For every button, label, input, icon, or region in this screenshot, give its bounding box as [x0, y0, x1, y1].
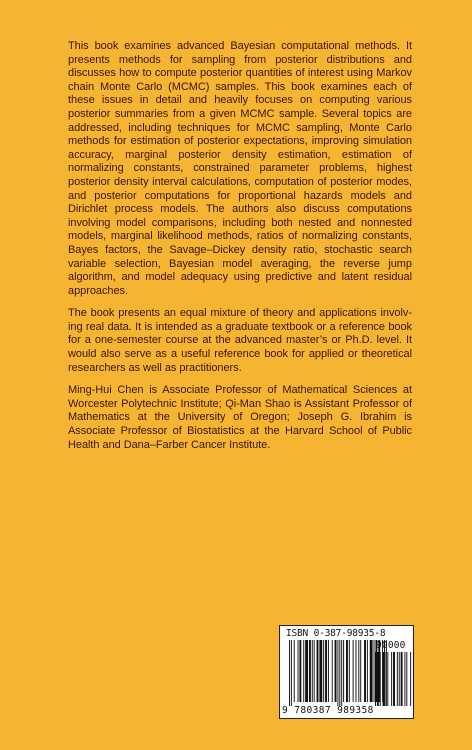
barcode-bar	[289, 640, 290, 706]
addon-bar	[380, 652, 381, 706]
addon-bar	[401, 652, 403, 706]
addon-bar	[404, 652, 405, 706]
barcode-bar	[303, 640, 304, 702]
barcode-bar	[367, 640, 368, 702]
barcode-bar	[339, 640, 340, 706]
addon-bar	[410, 652, 411, 706]
barcode-bar	[374, 640, 375, 702]
barcode-bar	[312, 640, 313, 702]
addon-bar	[397, 652, 398, 706]
description-paragraph: The book presents an equal mixture of theory and applications involving real data. It is intended as a graduate textbook or a reference book for a one-semester course at the advanced master’s or Ph.D. level. It would also serve as a useful reference book for applied or theoretical researchers as well as practitioners.	[68, 307, 412, 374]
addon-bar	[399, 652, 400, 706]
barcode-bar	[337, 640, 338, 706]
barcode-bar	[319, 640, 322, 702]
barcode-bar	[323, 640, 324, 702]
addon-bar	[413, 652, 414, 706]
barcode-bar	[358, 640, 359, 702]
price-addon-digits: 90000	[376, 640, 406, 651]
barcode-bar	[291, 640, 292, 706]
addon-bar	[393, 652, 395, 706]
barcode-bar	[364, 640, 366, 702]
addon-bar	[383, 652, 385, 706]
book-description	[68, 40, 412, 461]
ean-digits: 9 780387 989358	[282, 705, 374, 716]
barcode-bar	[343, 640, 344, 702]
barcode-bar	[360, 640, 361, 702]
barcode-bar	[325, 640, 327, 702]
barcode-bar	[309, 640, 311, 702]
addon-bar	[387, 652, 388, 706]
barcode-bar	[314, 640, 315, 702]
barcode-bar	[299, 640, 301, 702]
barcode-bar	[298, 640, 299, 702]
addon-bar	[391, 652, 392, 706]
barcode-bar	[305, 640, 308, 702]
barcode-bar	[346, 640, 348, 702]
barcode-bar	[335, 640, 337, 702]
isbn-barcode	[279, 625, 414, 719]
addon-bar	[377, 652, 379, 706]
addon-bar	[406, 652, 407, 706]
barcode-bar	[294, 640, 295, 702]
barcode-bar	[341, 640, 342, 706]
barcode-bar	[353, 640, 354, 702]
barcode-bar	[332, 640, 333, 702]
barcode-bar	[370, 640, 373, 702]
addon-bar	[385, 652, 386, 706]
barcode-bar	[349, 640, 350, 702]
author-bios: Ming-Hui Chen is Associate Professor of Mathematical Sciences at Worcester Polytechnic Institute; Qi-Man Shao is Assistant Professor of Mathematics at the University of Oregon; Joseph G. Ibrahim is Associate Professor of Biostatistics at the Harvard School of Public Health and Dana–Farber Cancer Institute.	[68, 384, 412, 451]
barcode-bar	[317, 640, 319, 702]
description-paragraph: This book examines advanced Bayesian computational methods. It presents methods for sampling from posterior distributions and discusses how to compute posterior quantities of interest using Markov chain Monte Carlo (MCMC) samples. This book examines each of these issues in detail and heavily focuses on computing various posterior summaries from a given MCMC sample. Several topics are addressed, including techniques for MCMC sampling, Monte Carlo methods for estimation of posterior expectations, improving simulation accuracy, marginal posterior density estimation, estimation of normalizing constants, constrained parameter problems, highest posterior density interval calculations, computation of posterior modes, and posterior computations for proportional hazards models and Dirichlet process models. The authors also discuss computations involving model comparisons, including both nested and nonnested models, marginal likelihood methods, ratios of normalizing constants, Bayes factors, the Savage–Dickey density ratio, stochastic search variable selection, Bayesian model averaging, the reverse jump algorithm, and model adequacy using predictive and latent residual approaches.	[68, 40, 412, 297]
isbn-label: ISBN 0-387-98935-8	[286, 628, 386, 639]
barcode-bar	[356, 640, 357, 702]
addon-bar	[375, 652, 376, 706]
barcode-bar	[328, 640, 329, 702]
